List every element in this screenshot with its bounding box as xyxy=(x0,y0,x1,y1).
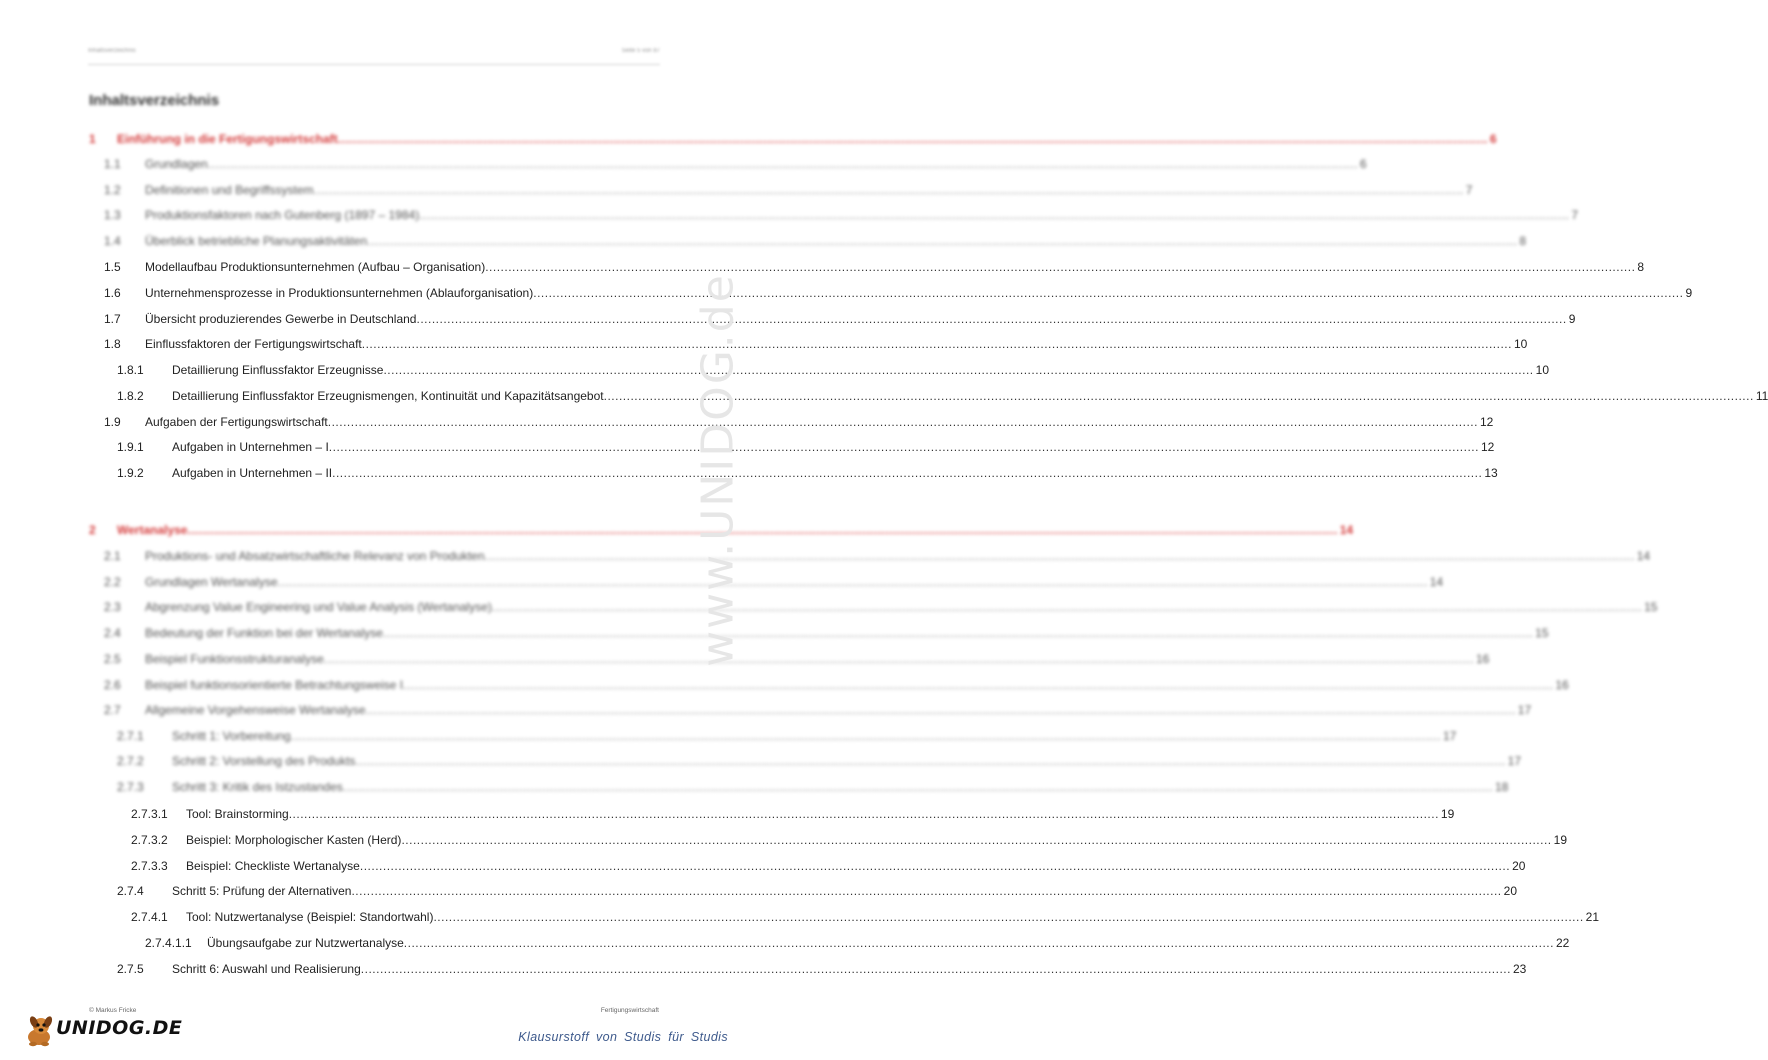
toc-entry[interactable] xyxy=(117,778,1509,796)
toc-leader-dots: ............................................................................................................................................................................................................................................................................................................ xyxy=(313,183,1464,197)
toc-entry-page: 16 xyxy=(1475,652,1490,666)
toc-entry-page: 15 xyxy=(1644,600,1658,614)
toc-entry[interactable] xyxy=(117,752,1521,770)
toc-leader-dots: ............................................................................................................................................................................................................................................................................................................ xyxy=(416,312,1567,326)
toc-entry-title: Bedeutung der Funktion bei der Wertanalyse xyxy=(145,626,383,640)
toc-leader-dots: ............................................................................................................................................................................................................................................................................................................ xyxy=(491,600,1643,614)
toc-entry-number: 1 xyxy=(89,132,96,146)
toc-leader-dots: ............................................................................................................................................................................................................................................................................................................ xyxy=(207,157,1358,171)
toc-entry-number: 1.7 xyxy=(104,312,121,326)
toc-entry[interactable] xyxy=(89,521,1354,539)
toc-entry-number: 1.5 xyxy=(104,260,121,274)
toc-leader-dots: ............................................................................................................................................................................................................................................................................................................ xyxy=(533,286,1684,300)
toc-entry-number: 2 xyxy=(89,523,96,537)
toc-entry-title: Abgrenzung Value Engineering und Value Analysis (Wertanalyse) xyxy=(145,600,492,614)
toc-entry-title: Unternehmensprozesse in Produktionsunternehmen (Ablauforganisation) xyxy=(145,286,534,300)
toc-entry-page: 22 xyxy=(1555,936,1570,950)
toc-entry-number: 2.7.3.2 xyxy=(131,833,168,847)
toc-entry[interactable] xyxy=(117,438,1495,456)
toc-entry-title: Wertanalyse xyxy=(117,523,188,537)
toc-entry[interactable] xyxy=(104,206,1579,224)
toc-entry[interactable] xyxy=(117,727,1457,745)
toc-entry-title: Detaillierung Einflussfaktor Erzeugnisse xyxy=(172,363,384,377)
toc-entry-number: 2.7.2 xyxy=(117,754,144,768)
toc-entry-title: Modellaufbau Produktionsunternehmen (Aufbau – Organisation) xyxy=(145,260,486,274)
toc-entry-title: Aufgaben in Unternehmen – I xyxy=(172,440,329,454)
toc-title: Inhaltsverzeichnis xyxy=(89,92,220,109)
toc-entry[interactable] xyxy=(117,882,1517,900)
header-right-text: Seite 5 von 87 xyxy=(621,48,660,54)
toc-entry-number: 2.7.5 xyxy=(117,962,144,976)
toc-entry-number: 2.3 xyxy=(104,600,121,614)
tagline: Klausurstoff von Studis für Studis xyxy=(518,1030,728,1044)
toc-entry-number: 2.7.4 xyxy=(117,884,144,898)
toc-entry-title: Schritt 6: Auswahl und Realisierung xyxy=(172,962,361,976)
toc-leader-dots: ............................................................................................................................................................................................................................................................................................................ xyxy=(355,754,1506,768)
logo-text: UNIDOG.DE xyxy=(56,1017,183,1039)
toc-leader-dots: ............................................................................................................................................................................................................................................................................................................ xyxy=(433,910,1584,924)
footer-subject: Fertigungswirtschaft xyxy=(600,1007,659,1014)
toc-entry-title: Grundlagen xyxy=(145,157,208,171)
toc-entry-number: 2.7 xyxy=(104,703,121,717)
toc-entry[interactable] xyxy=(89,130,1497,148)
toc-entry[interactable] xyxy=(131,908,1600,926)
toc-entry-title: Produktions- und Absatzwirtschaftliche Relevanz von Produkten xyxy=(145,549,485,563)
toc-leader-dots: ............................................................................................................................................................................................................................................................................................................ xyxy=(290,729,1441,743)
toc-entry-page: 7 xyxy=(1465,183,1473,197)
toc-entry-number: 1.4 xyxy=(104,234,121,248)
header-left-text: Inhaltsverzeichnis xyxy=(88,48,136,54)
toc-leader-dots: ............................................................................................................................................................................................................................................................................................................ xyxy=(484,549,1635,563)
toc-entry[interactable] xyxy=(104,284,1693,302)
toc-entry-number: 1.9.1 xyxy=(117,440,144,454)
toc-entry-title: Schritt 3: Kritik des Istzustandes xyxy=(172,780,343,794)
toc-entry-number: 1.3 xyxy=(104,208,121,222)
toc-entry-page: 14 xyxy=(1339,523,1354,537)
toc-leader-dots: ............................................................................................................................................................................................................................................................................................................ xyxy=(419,208,1570,222)
toc-entry-page: 13 xyxy=(1484,466,1498,480)
toc-entry-title: Aufgaben der Fertigungswirtschaft xyxy=(145,415,328,429)
toc-entry-number: 1.9 xyxy=(104,415,121,429)
toc-leader-dots: ............................................................................................................................................................................................................................................................................................................ xyxy=(332,466,1483,480)
toc-entry-page: 14 xyxy=(1636,549,1651,563)
toc-entry-page: 19 xyxy=(1440,807,1455,821)
toc-leader-dots: ............................................................................................................................................................................................................................................................................................................ xyxy=(403,678,1554,692)
toc-entry[interactable] xyxy=(104,310,1576,328)
toc-leader-dots: ............................................................................................................................................................................................................................................................................................................ xyxy=(603,389,1754,403)
toc-entry[interactable] xyxy=(145,934,1570,952)
toc-entry[interactable] xyxy=(104,650,1490,668)
toc-entry-title: Schritt 2: Vorstellung des Produkts xyxy=(172,754,356,768)
toc-entry-page: 8 xyxy=(1637,260,1645,274)
toc-leader-dots: ............................................................................................................................................................................................................................................................................................................ xyxy=(361,337,1512,351)
toc-entry-number: 1.8.2 xyxy=(117,389,144,403)
toc-entry-number: 2.7.4.1.1 xyxy=(145,936,192,950)
toc-entry-title: Schritt 5: Prüfung der Alternativen xyxy=(172,884,352,898)
toc-entry[interactable] xyxy=(117,387,1768,405)
toc-entry[interactable] xyxy=(117,361,1549,379)
toc-entry-title: Beispiel: Checkliste Wertanalyse xyxy=(186,859,360,873)
watermark: www.UNIDOG.de xyxy=(692,273,744,667)
toc-entry[interactable] xyxy=(104,155,1367,173)
toc-entry-page: 14 xyxy=(1429,575,1444,589)
dog-mascot-icon xyxy=(22,1013,58,1049)
footer-author: © Markus Fricke xyxy=(89,1007,137,1014)
toc-entry[interactable] xyxy=(104,598,1658,616)
toc-leader-dots: ............................................................................................................................................................................................................................................................................................................ xyxy=(359,859,1511,873)
toc-entry-number: 1.2 xyxy=(104,183,121,197)
toc-entry[interactable] xyxy=(104,624,1549,642)
toc-entry[interactable] xyxy=(104,181,1473,199)
toc-leader-dots: ............................................................................................................................................................................................................................................................................................................ xyxy=(337,132,1488,146)
toc-leader-dots: ............................................................................................................................................................................................................................................................................................................ xyxy=(367,234,1518,248)
toc-entry[interactable] xyxy=(104,258,1645,276)
toc-entry-page: 16 xyxy=(1555,678,1569,692)
toc-entry-page: 11 xyxy=(1755,389,1768,403)
toc-entry[interactable] xyxy=(131,831,1567,849)
toc-entry-page: 20 xyxy=(1512,859,1526,873)
toc-entry-title: Überblick betriebliche Planungsaktivitäten xyxy=(145,234,368,248)
toc-entry[interactable] xyxy=(131,805,1455,823)
toc-entry-title: Grundlagen Wertanalyse xyxy=(145,575,278,589)
toc-entry-title: Übungsaufgabe zur Nutzwertanalyse xyxy=(207,936,404,950)
toc-entry[interactable] xyxy=(104,573,1444,591)
toc-entry-title: Tool: Brainstorming xyxy=(186,807,289,821)
toc-entry-title: Allgemeine Vorgehensweise Wertanalyse xyxy=(145,703,366,717)
toc-entry-page: 10 xyxy=(1535,363,1549,377)
toc-entry[interactable] xyxy=(104,676,1569,694)
toc-entry-title: Definitionen und Begriffssystem xyxy=(145,183,314,197)
toc-entry-page: 7 xyxy=(1571,208,1579,222)
toc-entry-number: 2.4 xyxy=(104,626,121,640)
toc-entry-page: 6 xyxy=(1359,157,1367,171)
toc-leader-dots: ............................................................................................................................................................................................................................................................................................................ xyxy=(323,652,1474,666)
toc-leader-dots: ............................................................................................................................................................................................................................................................................................................ xyxy=(277,575,1428,589)
toc-entry-title: Übersicht produzierendes Gewerbe in Deutschland xyxy=(145,312,417,326)
toc-entry[interactable] xyxy=(104,413,1494,431)
toc-entry-title: Tool: Nutzwertanalyse (Beispiel: Standortwahl) xyxy=(186,910,434,924)
toc-entry-title: Detaillierung Einflussfaktor Erzeugnismengen, Kontinuität und Kapazitätsangebot xyxy=(172,389,604,403)
toc-leader-dots: ............................................................................................................................................................................................................................................................................................................ xyxy=(485,260,1636,274)
toc-entry-number: 2.6 xyxy=(104,678,121,692)
toc-leader-dots: ............................................................................................................................................................................................................................................................................................................ xyxy=(328,440,1479,454)
toc-entry-page: 12 xyxy=(1479,415,1494,429)
toc-entry-page: 20 xyxy=(1503,884,1517,898)
toc-entry-number: 2.7.3 xyxy=(117,780,144,794)
toc-leader-dots: ............................................................................................................................................................................................................................................................................................................ xyxy=(351,884,1502,898)
toc-entry-number: 1.1 xyxy=(104,157,121,171)
toc-entry-page: 17 xyxy=(1507,754,1521,768)
toc-entry[interactable] xyxy=(104,701,1532,719)
toc-entry[interactable] xyxy=(104,335,1528,353)
toc-entry-page: 6 xyxy=(1489,132,1497,146)
toc-entry-title: Produktionsfaktoren nach Gutenberg (1897 – 1984) xyxy=(145,208,420,222)
toc-entry-page: 21 xyxy=(1585,910,1600,924)
toc-entry-title: Aufgaben in Unternehmen – II xyxy=(172,466,333,480)
toc-entry-number: 1.8.1 xyxy=(117,363,144,377)
toc-entry-number: 2.7.3.3 xyxy=(131,859,168,873)
toc-entry-page: 23 xyxy=(1512,962,1527,976)
toc-entry-page: 10 xyxy=(1513,337,1528,351)
toc-entry-number: 2.5 xyxy=(104,652,121,666)
toc-entry[interactable] xyxy=(104,547,1651,565)
toc-leader-dots: ............................................................................................................................................................................................................................................................................................................ xyxy=(383,363,1534,377)
toc-leader-dots: ............................................................................................................................................................................................................................................................................................................ xyxy=(327,415,1478,429)
toc-leader-dots: ............................................................................................................................................................................................................................................................................................................ xyxy=(187,523,1338,537)
toc-entry-page: 12 xyxy=(1480,440,1495,454)
toc-entry-page: 17 xyxy=(1517,703,1532,717)
toc-entry-number: 2.2 xyxy=(104,575,121,589)
toc-entry-number: 1.8 xyxy=(104,337,121,351)
toc-entry-page: 8 xyxy=(1519,234,1527,248)
toc-leader-dots: ............................................................................................................................................................................................................................................................................................................ xyxy=(288,807,1439,821)
toc-entry-title: Beispiel: Morphologischer Kasten (Herd) xyxy=(186,833,402,847)
toc-entry-number: 2.7.3.1 xyxy=(131,807,168,821)
toc-leader-dots: ............................................................................................................................................................................................................................................................................................................ xyxy=(382,626,1534,640)
toc-entry-page: 9 xyxy=(1685,286,1693,300)
toc-entry-title: Beispiel funktionsorientierte Betrachtungsweise I xyxy=(145,678,404,692)
toc-entry-title: Einflussfaktoren der Fertigungswirtschaft xyxy=(145,337,362,351)
toc-leader-dots: ............................................................................................................................................................................................................................................................................................................ xyxy=(401,833,1552,847)
toc-entry-page: 19 xyxy=(1553,833,1567,847)
toc-leader-dots: ............................................................................................................................................................................................................................................................................................................ xyxy=(360,962,1511,976)
unidog-logo xyxy=(22,1013,183,1049)
toc-entry[interactable] xyxy=(117,960,1527,978)
toc-entry[interactable] xyxy=(104,232,1527,250)
toc-entry-number: 2.7.1 xyxy=(117,729,144,743)
toc-entry-page: 15 xyxy=(1535,626,1549,640)
toc-entry-title: Beispiel Funktionsstrukturanalyse xyxy=(145,652,324,666)
toc-entry-title: Einführung in die Fertigungswirtschaft xyxy=(117,132,338,146)
toc-entry-page: 18 xyxy=(1494,780,1509,794)
toc-entry-number: 1.6 xyxy=(104,286,121,300)
toc-entry[interactable] xyxy=(131,857,1526,875)
toc-entry-page: 9 xyxy=(1568,312,1576,326)
toc-entry-number: 2.1 xyxy=(104,549,121,563)
toc-entry-page: 17 xyxy=(1442,729,1457,743)
toc-leader-dots: ............................................................................................................................................................................................................................................................................................................ xyxy=(403,936,1554,950)
toc-entry[interactable] xyxy=(117,464,1498,482)
toc-leader-dots: ............................................................................................................................................................................................................................................................................................................ xyxy=(342,780,1493,794)
toc-entry-number: 1.9.2 xyxy=(117,466,144,480)
toc-entry-number: 2.7.4.1 xyxy=(131,910,168,924)
toc-entry-title: Schritt 1: Vorbereitung xyxy=(172,729,291,743)
toc-leader-dots: ............................................................................................................................................................................................................................................................................................................ xyxy=(365,703,1516,717)
